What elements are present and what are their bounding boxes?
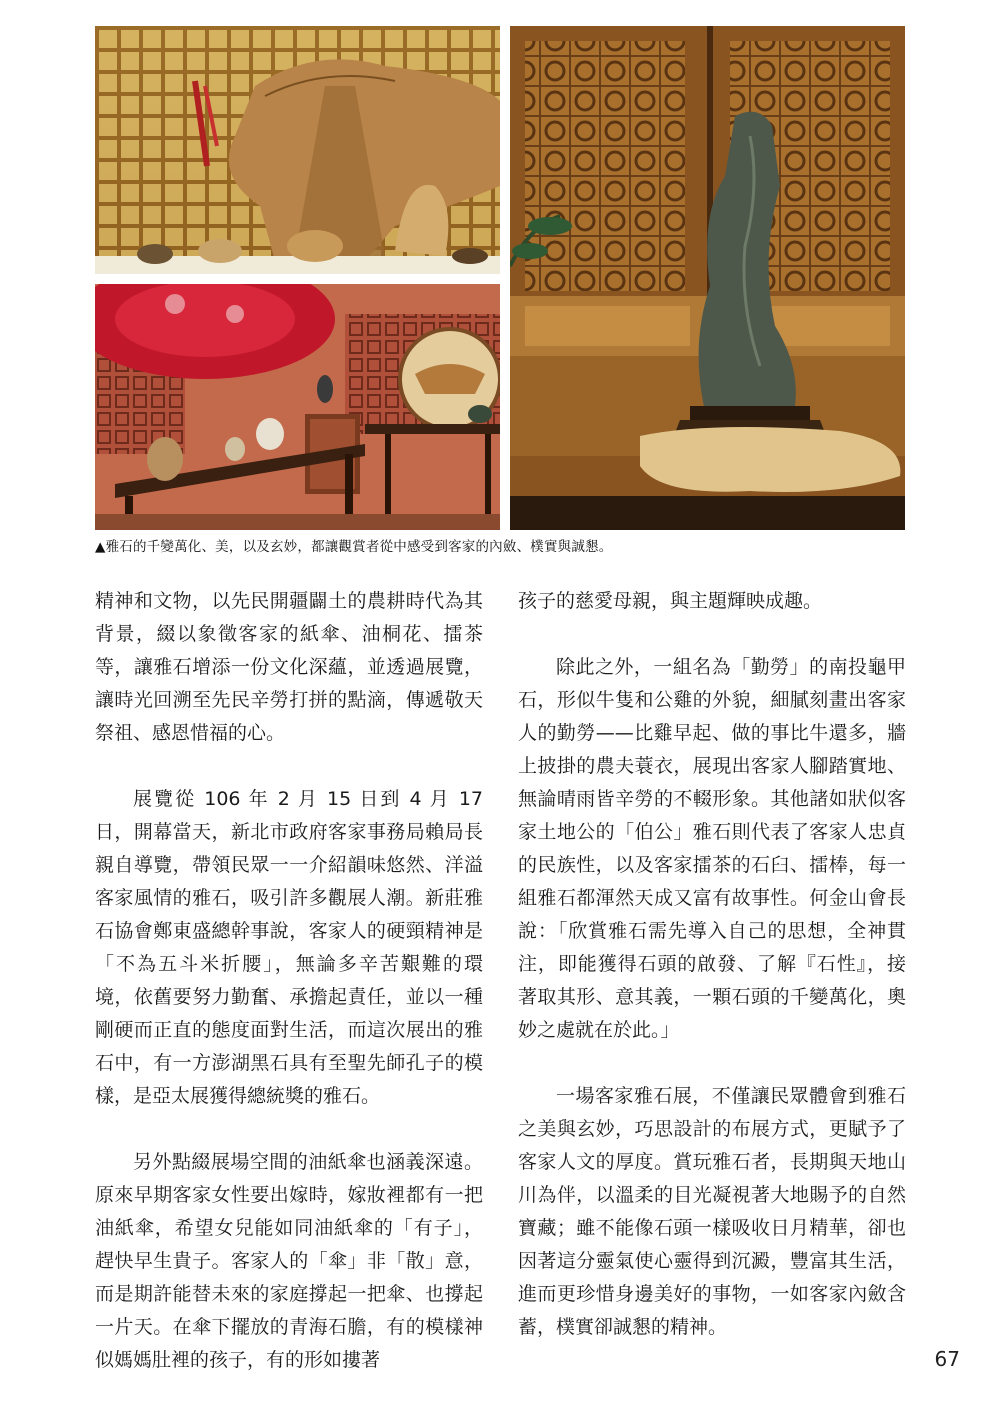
- paragraph: 另外點綴展場空間的油紙傘也涵義深遠。原來早期客家女性要出嫁時，嫁妝裡都有一把油紙傘，希望女兒能如同油紙傘的「有子」，趕快早生貴子。客家人的「傘」非「散」意，而是期許能替未來的家庭撐起一把傘、也撐起一片天。在傘下擺放的青海石膽，有的模樣神似媽媽肚裡的孩子，有的形如摟著: [95, 1151, 483, 1371]
- article-column-right: [518, 585, 906, 1377]
- paragraph: 精神和文物，以先民開疆闢土的農耕時代為其背景，綴以象徵客家的紙傘、油桐花、擂茶等，讓雅石增添一份文化深蘊，並透過展覽，讓時光回溯至先民辛勞打拼的點滴，傳遞敬天祭祖、感恩惜福的心。: [95, 590, 483, 744]
- article-column-left: [95, 585, 483, 1410]
- paragraph: 展覽從 106 年 2 月 15 日到 4 月 17 日，開幕當天，新北市政府客家事務局賴局長親自導覽，帶領民眾一一介紹韻味悠然、洋溢客家風情的雅石，吸引許多觀展人潮。新莊雅石協會鄭東盛總幹事說，客家人的硬頸精神是「不為五斗米折腰」，無論多辛苦艱難的環境，依舊要努力勤奮、承擔起責任，並以一種剛硬而正直的態度面對生活，而這次展出的雅石中，有一方澎湖黑石具有至聖先師孔子的模樣，是亞太展獲得總統獎的雅石。: [95, 788, 483, 1107]
- paragraph: 一場客家雅石展，不僅讓民眾體會到雅石之美與玄妙，巧思設計的布展方式，更賦予了客家人文的厚度。賞玩雅石者，長期與天地山川為伴，以溫柔的目光凝視著大地賜予的自然寶藏；雖不能像石頭一樣吸收日月精華，卻也因著這分靈氣使心靈得到沉澱，豐富其生活，進而更珍惜身邊美好的事物，一如客家內斂含蓄，樸實卻誠懇的精神。: [518, 1085, 906, 1338]
- paragraph: 除此之外，一組名為「勤勞」的南投龜甲石，形似牛隻和公雞的外貌，細膩刻畫出客家人的勤勞——比雞早起、做的事比牛還多，牆上披掛的農夫蓑衣，展現出客家人腳踏實地、無論晴雨皆辛勞的不輟形象。其他諸如狀似客家土地公的「伯公」雅石則代表了客家人忠貞的民族性，以及客家擂茶的石臼、擂棒，每一組雅石都渾然天成又富有故事性。何金山會長說：「欣賞雅石需先導入自己的思想，全神貫注，即能獲得石頭的啟發、了解『石性』，接著取其形、意其義，一顆石頭的千變萬化，奧妙之處就在於此。」: [518, 656, 906, 1041]
- photo-caption: ▲雅石的千變萬化、美，以及玄妙，都讓觀賞者從中感受到客家的內斂、樸實與誠懇。: [95, 539, 613, 555]
- photo-raincoat-display: [95, 26, 500, 274]
- photo-umbrella-display: [95, 284, 500, 530]
- page-number: 67: [934, 1347, 960, 1371]
- paragraph: 孩子的慈愛母親，與主題輝映成趣。: [518, 590, 823, 612]
- photo-turtle-stone-display: [510, 26, 905, 530]
